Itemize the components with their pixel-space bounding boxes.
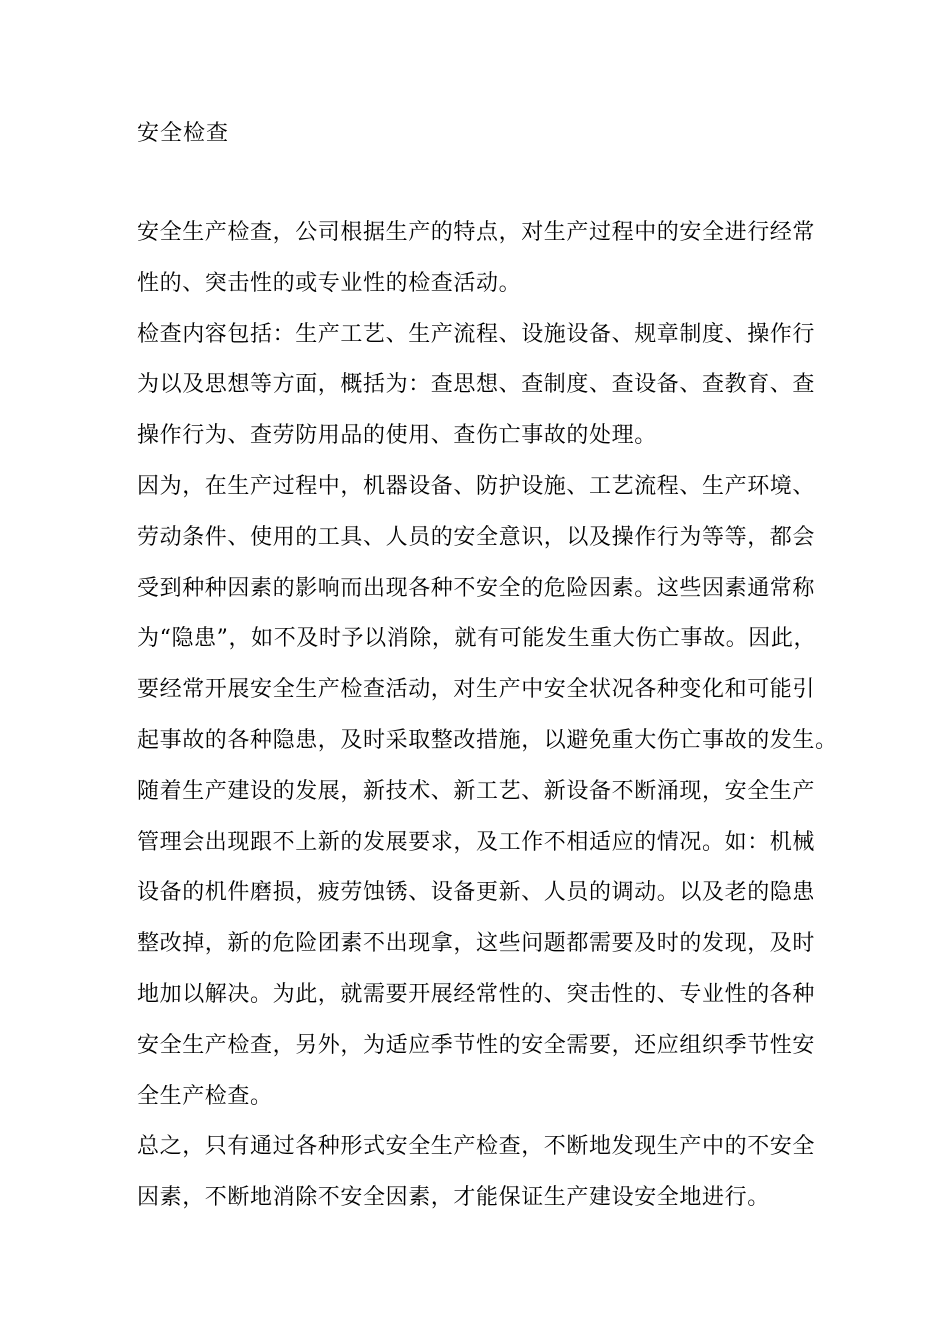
body-line: 性的、突击性的或专业性的检查活动。 xyxy=(137,270,522,296)
body-line: 操作行为、查劳防用品的使用、查伤亡事故的处理。 xyxy=(137,423,657,449)
body-line: 要经常开展安全生产检查活动，对生产中安全状况各种变化和可能引 xyxy=(137,677,816,703)
body-line: 安全生产检查，公司根据生产的特点，对生产过程中的安全进行经常 xyxy=(137,220,816,245)
body-line: 总之，只有通过各种形式安全生产检查，不断地发现生产中的不安全 xyxy=(137,1134,816,1160)
body-line: 地加以解决。为此，就需要开展经常性的、突击性的、专业性的各种 xyxy=(137,981,816,1007)
body-line: 因素，不断地消除不安全因素，才能保证生产建设安全地进行。 xyxy=(137,1185,770,1211)
body-line: 为“隐患”，如不及时予以消除，就有可能发生重大伤亡事故。因此， xyxy=(137,626,817,652)
body-line: 管理会出现跟不上新的发展要求，及工作不相适应的情况。如：机械 xyxy=(137,829,816,855)
body-line: 受到种种因素的影响而出现各种不安全的危险因素。这些因素通常称 xyxy=(137,575,816,601)
body-line: 因为，在生产过程中，机器设备、防护设施、工艺流程、生产环境、 xyxy=(137,473,816,499)
body-line: 起事故的各种隐患，及时采取整改措施，以避免重大伤亡事故的发生。 xyxy=(137,727,838,753)
body-line: 安全生产检查，另外，为适应季节性的安全需要，还应组织季节性安 xyxy=(137,1032,816,1058)
document-title: 安全检查 xyxy=(137,121,230,146)
body-line: 检查内容包括：生产工艺、生产流程、设施设备、规章制度、操作行 xyxy=(137,321,816,347)
body-line: 为以及思想等方面，概括为：查思想、查制度、查设备、查教育、查 xyxy=(137,372,816,398)
body-line: 随着生产建设的发展，新技术、新工艺、新设备不断涌现，安全生产 xyxy=(137,778,816,804)
body-line: 整改掉，新的危险团素不出现拿，这些问题都需要及时的发现，及时 xyxy=(137,931,816,957)
body-line: 设备的机件磨损，疲劳蚀锈、设备更新、人员的调动。以及老的隐患 xyxy=(137,880,816,906)
document-body xyxy=(137,208,838,1224)
body-line: 全生产检查。 xyxy=(137,1083,273,1109)
body-line: 劳动条件、使用的工具、人员的安全意识，以及操作行为等等，都会 xyxy=(137,524,816,550)
